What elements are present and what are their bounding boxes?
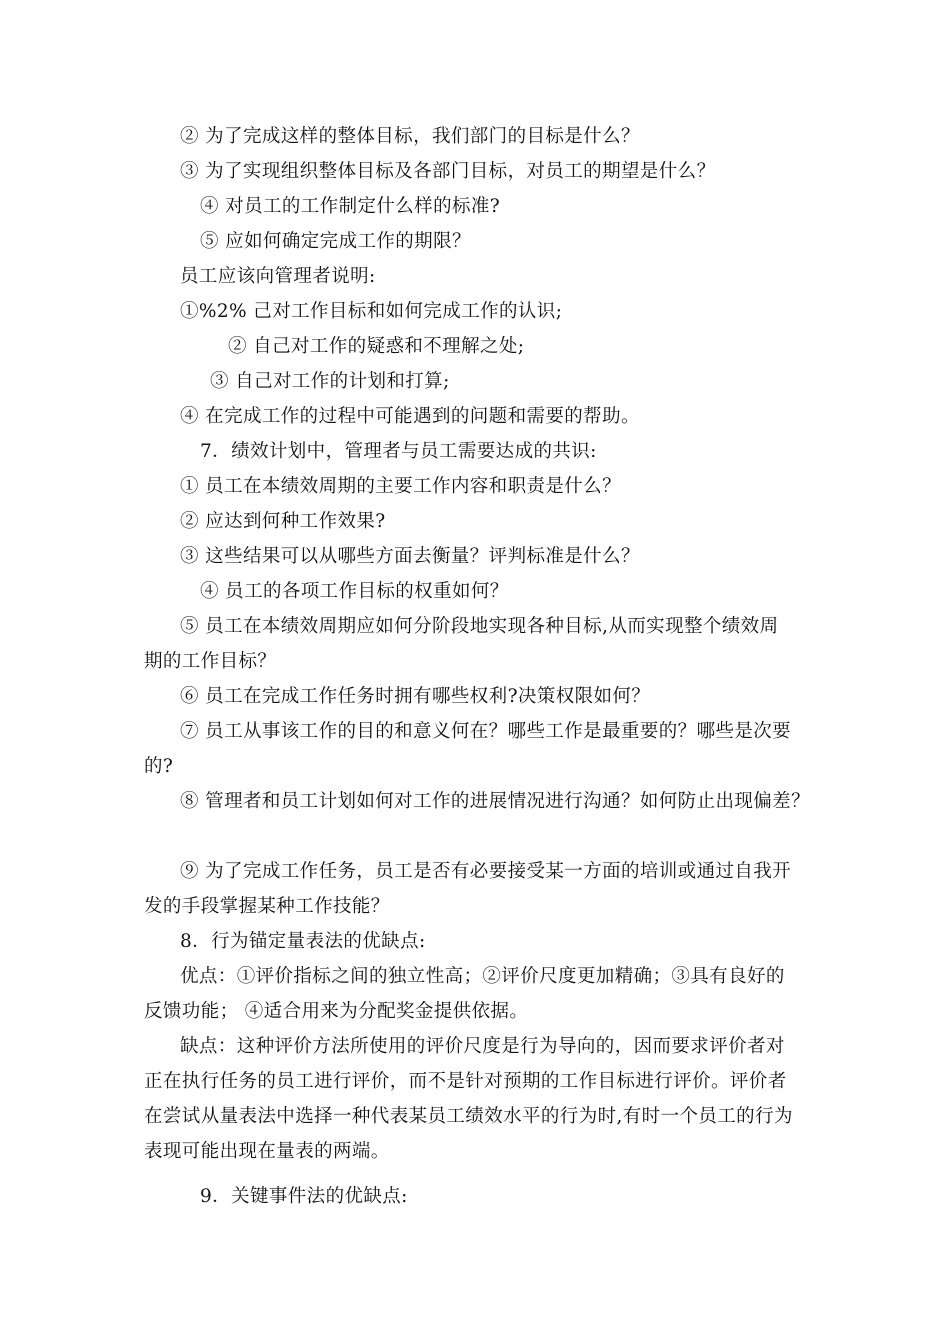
text-line: ④ 在完成工作的过程中可能遇到的问题和需要的帮助。 xyxy=(180,406,640,427)
text-line: ⑦ 员工从事该工作的目的和意义何在？哪些工作是最重要的？哪些是次要 xyxy=(180,721,792,742)
text-line: ② 自己对工作的疑惑和不理解之处; xyxy=(228,336,525,357)
text-line: 反馈功能； ④适合用来为分配奖金提供依据。 xyxy=(144,1001,529,1022)
text-line: ① 员工在本绩效周期的主要工作内容和职责是什么？ xyxy=(180,476,621,497)
text-line: ⑨ 为了完成工作任务，员工是否有必要接受某一方面的培训或通过自我开 xyxy=(180,861,792,882)
text-line: 表现可能出现在量表的两端。 xyxy=(144,1141,390,1162)
text-line: 员工应该向管理者说明: xyxy=(180,266,376,287)
text-line: 正在执行任务的员工进行评价，而不是针对预期的工作目标进行评价。评价者 xyxy=(144,1071,787,1092)
text-line: ⑤ 员工在本绩效周期应如何分阶段地实现各种目标,从而实现整个绩效周 xyxy=(180,616,779,637)
text-line: ⑤ 应如何确定完成工作的期限？ xyxy=(200,231,471,252)
text-line: ⑥ 员工在完成工作任务时拥有哪些权利?决策权限如何？ xyxy=(180,686,651,707)
text-line: ⑧ 管理者和员工计划如何对工作的进展情况进行沟通？如何防止出现偏差？ xyxy=(180,791,810,812)
section-heading: 9．关键事件法的优缺点: xyxy=(200,1186,408,1207)
text-line: ② 应达到何种工作效果? xyxy=(180,511,386,532)
text-line: ①%2% 己对工作目标和如何完成工作的认识; xyxy=(180,301,563,322)
section-heading: 7．绩效计划中，管理者与员工需要达成的共识: xyxy=(200,441,597,462)
text-line: ④ 对员工的工作制定什么样的标准? xyxy=(200,196,501,217)
text-line: 缺点：这种评价方法所使用的评价尺度是行为导向的，因而要求评价者对 xyxy=(180,1036,785,1057)
text-line: 期的工作目标？ xyxy=(144,651,277,672)
text-line: ③ 为了实现组织整体目标及各部门目标，对员工的期望是什么？ xyxy=(180,161,716,182)
text-line: 的? xyxy=(144,756,174,777)
text-line: 优点：①评价指标之间的独立性高；②评价尺度更加精确；③具有良好的 xyxy=(180,966,785,987)
text-line: ② 为了完成这样的整体目标，我们部门的目标是什么？ xyxy=(180,126,640,147)
text-line: ③ 这些结果可以从哪些方面去衡量？评判标准是什么？ xyxy=(180,546,640,567)
text-line: 在尝试从量表法中选择一种代表某员工绩效水平的行为时,有时一个员工的行为 xyxy=(144,1106,793,1127)
text-line: ④ 员工的各项工作目标的权重如何？ xyxy=(200,581,509,602)
text-line: 发的手段掌握某种工作技能？ xyxy=(144,896,390,917)
text-line: ③ 自己对工作的计划和打算; xyxy=(210,371,450,392)
section-heading: 8．行为锚定量表法的优缺点: xyxy=(180,931,426,952)
